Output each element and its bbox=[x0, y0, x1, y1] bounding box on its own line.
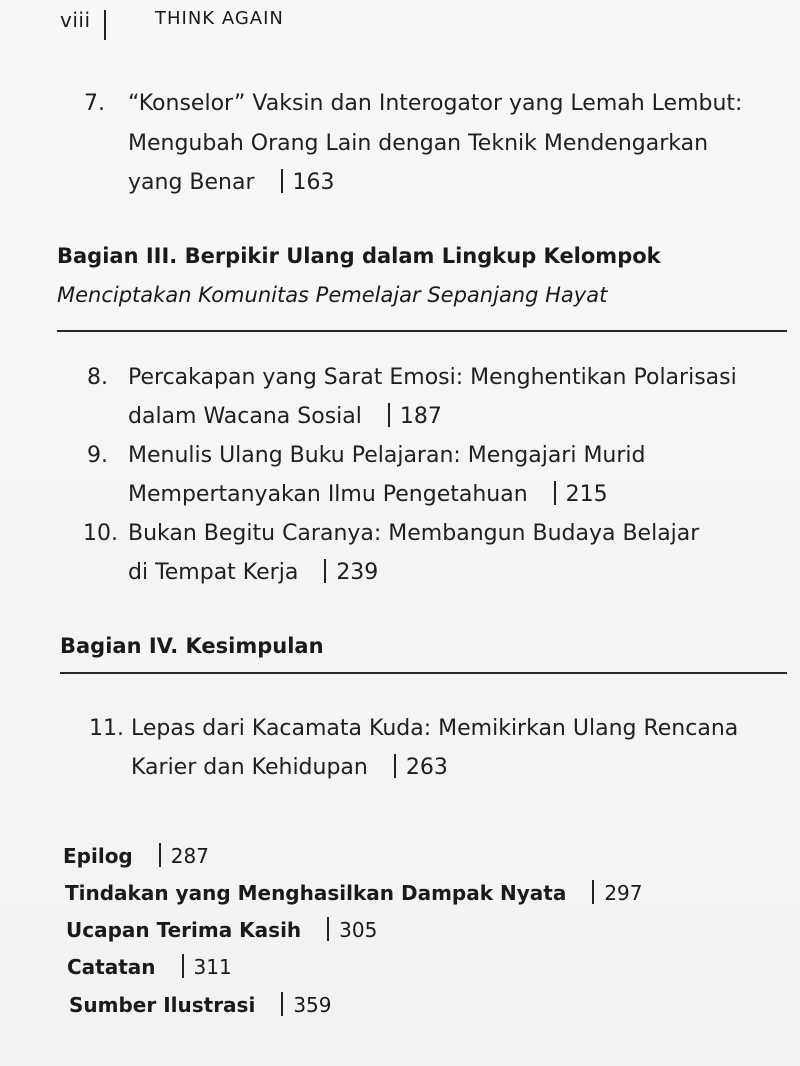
page-separator bbox=[281, 169, 283, 193]
backmatter-title: Ucapan Terima Kasih bbox=[66, 918, 302, 942]
chapter-title-line-2 bbox=[128, 397, 442, 436]
backmatter-page: 359 bbox=[293, 993, 332, 1017]
chapter-number: 9. bbox=[87, 443, 108, 468]
chapter-number: 11. bbox=[89, 716, 124, 741]
chapter-page: 163 bbox=[292, 170, 335, 195]
toc-entry-epilog[interactable] bbox=[63, 843, 209, 868]
backmatter-page: 311 bbox=[193, 955, 232, 979]
chapter-title-line-1: “Konselor” Vaksin dan Interogator yang Lemah Lembut: bbox=[128, 91, 743, 116]
part-3-subtitle: Menciptakan Komunitas Pemelajar Sepanjang Hayat bbox=[57, 283, 608, 307]
chapter-title-line-2 bbox=[128, 475, 608, 514]
page-separator bbox=[388, 403, 390, 427]
backmatter-title: Catatan bbox=[67, 955, 156, 979]
part-3-rule bbox=[57, 330, 787, 332]
page-separator bbox=[281, 992, 283, 1016]
chapter-title-tail: Mempertanyakan Ilmu Pengetahuan bbox=[128, 482, 528, 507]
part-4-rule bbox=[60, 672, 787, 674]
part-4-title: Bagian IV. Kesimpulan bbox=[60, 634, 324, 658]
chapter-title-tail: Karier dan Kehidupan bbox=[131, 755, 368, 780]
page-number: viii bbox=[60, 8, 91, 32]
chapter-page: 263 bbox=[405, 755, 448, 780]
chapter-title-tail: yang Benar bbox=[128, 170, 255, 195]
chapter-title-line-1: Bukan Begitu Caranya: Membangun Budaya Belajar bbox=[128, 521, 700, 546]
chapter-title-line-1: Lepas dari Kacamata Kuda: Memikirkan Ulang Rencana bbox=[131, 716, 739, 741]
backmatter-title: Sumber Ilustrasi bbox=[69, 993, 256, 1017]
page-separator bbox=[327, 917, 329, 941]
header-divider bbox=[104, 10, 106, 40]
chapter-number: 10. bbox=[83, 521, 118, 546]
chapter-title-tail: dalam Wacana Sosial bbox=[128, 404, 362, 429]
page-separator bbox=[554, 481, 556, 505]
chapter-page: 187 bbox=[399, 404, 442, 429]
page-separator bbox=[592, 880, 594, 904]
chapter-title-tail: di Tempat Kerja bbox=[128, 560, 299, 585]
page-separator bbox=[182, 954, 184, 978]
part-3-title: Bagian III. Berpikir Ulang dalam Lingkup Kelompok bbox=[57, 244, 661, 268]
toc-entry-notes[interactable] bbox=[67, 954, 232, 979]
toc-entry-impact-actions[interactable] bbox=[65, 880, 643, 905]
backmatter-page: 297 bbox=[604, 881, 643, 905]
chapter-page: 239 bbox=[336, 560, 379, 585]
chapter-page: 215 bbox=[565, 482, 608, 507]
backmatter-title: Epilog bbox=[63, 844, 133, 868]
backmatter-page: 287 bbox=[170, 844, 209, 868]
backmatter-title: Tindakan yang Menghasilkan Dampak Nyata bbox=[65, 881, 567, 905]
chapter-title-line-2 bbox=[128, 553, 378, 592]
chapter-title-line-1: Percakapan yang Sarat Emosi: Menghentikan Polarisasi bbox=[128, 365, 737, 390]
chapter-title-line-1: Menulis Ulang Buku Pelajaran: Mengajari Murid bbox=[128, 443, 646, 468]
chapter-title-line-3 bbox=[128, 163, 335, 202]
page-separator bbox=[324, 559, 326, 583]
running-head-title: THINK AGAIN bbox=[155, 8, 284, 29]
chapter-title-line-2 bbox=[131, 748, 448, 787]
page-separator bbox=[159, 843, 161, 867]
chapter-title-line-2: Mengubah Orang Lain dengan Teknik Mendengarkan bbox=[128, 131, 709, 156]
chapter-number: 8. bbox=[87, 365, 108, 390]
backmatter-page: 305 bbox=[339, 918, 378, 942]
toc-entry-illustration-sources[interactable] bbox=[69, 992, 332, 1017]
chapter-number: 7. bbox=[84, 91, 105, 116]
toc-entry-acknowledgements[interactable] bbox=[66, 917, 377, 942]
page-separator bbox=[394, 754, 396, 778]
